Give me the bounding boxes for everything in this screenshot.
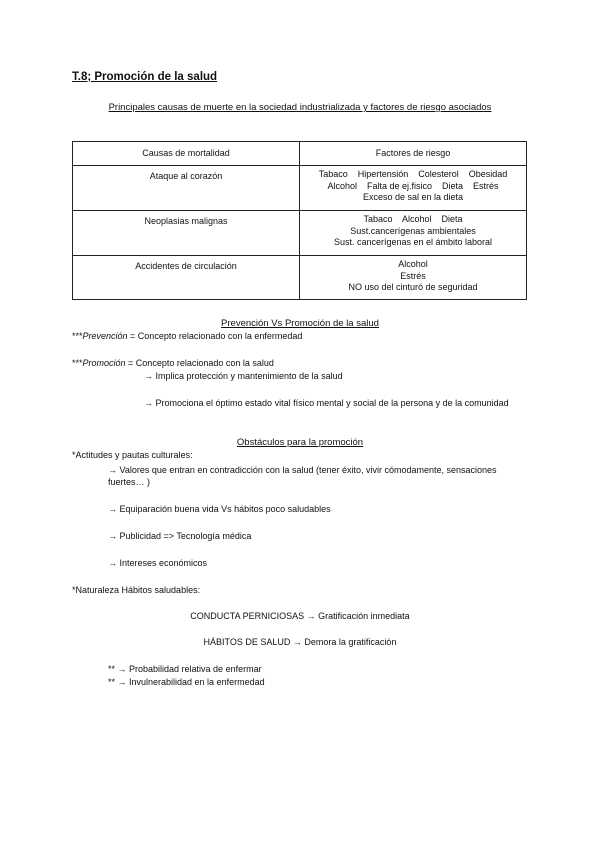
section-heading: *Actitudes y pautas culturales: [72,450,193,460]
table-caption: Principales causas de muerte en la sociedad industrializada y factores de riesgo asociados [108,102,492,113]
list-item: → Intereses económicos [108,558,208,568]
table-row [73,166,527,211]
note-item: ** → Probabilidad relativa de enfermar [108,664,262,674]
factor-line: NO uso del cinturó de seguridad [348,282,478,292]
factors-cell [300,211,527,256]
header-causes: Causas de mortalidad [73,142,300,166]
list-item: → Publicidad => Tecnología médica [108,531,252,541]
prefix: *** [72,358,83,368]
risk-factors-table [72,141,527,300]
prevention-definition [72,330,302,342]
definition-text: = Concepto relacionado con la enfermedad [127,331,303,341]
section-heading: *Naturaleza Hábitos saludables: [72,585,201,595]
cause-cell: Neoplasias malignas [73,211,300,256]
promotion-item: → Promociona el óptimo estado vital físico mental y social de la persona y de la comunidad [144,398,509,408]
section-title-prevention: Prevención Vs Promoción de la salud [221,318,379,329]
factors-cell [300,256,527,300]
factor-line: Alcohol Falta de ej.fisico Dieta Estrés [327,180,499,191]
table-header-row [73,142,527,166]
section-title-obstacles: Obstáculos para la promoción [236,437,364,448]
prefix: *** [72,331,83,341]
list-item: → Valores que entran en contradicción con la salud (tener éxito, vivir cómodamente, sensaciones fuertes… ) [108,465,497,487]
factor-line: Alcohol [398,259,428,269]
note-item: ** → Invulnerabilidad en la enfermedad [108,677,265,687]
factor-line: Sust. cancerígenas en el ámbito laboral [333,237,493,247]
table-row [73,211,527,256]
page-title: T.8; Promoción de la salud [72,71,218,83]
definition-text: = Concepto relacionado con la salud [125,358,274,368]
factor-line: Exceso de sal en la dieta [362,192,464,202]
term: Prevención [82,331,128,341]
factor-line: Sust.cancerígenas ambientales [350,225,476,236]
conduct-statement: CONDUCTA PERNICIOSAS → Gratificación inmediata [190,611,410,621]
factor-line: Tabaco Alcohol Dieta [363,214,463,224]
factors-cell [300,166,527,211]
list-item: → Equiparación buena vida Vs hábitos poco saludables [108,504,331,514]
cause-cell: Accidentes de circulación [73,256,300,300]
term: Promoción [82,358,126,368]
header-factors: Factores de riesgo [300,142,527,166]
promotion-item: → Implica protección y mantenimiento de la salud [144,371,343,381]
factor-line: Tabaco Hipertensión Colesterol Obesidad [318,169,508,179]
promotion-definition [72,357,274,369]
habits-statement: HÁBITOS DE SALUD → Demora la gratificación [203,637,397,647]
factor-line: Estrés [400,270,426,281]
cause-cell: Ataque al corazón [73,166,300,211]
table-row [73,256,527,300]
